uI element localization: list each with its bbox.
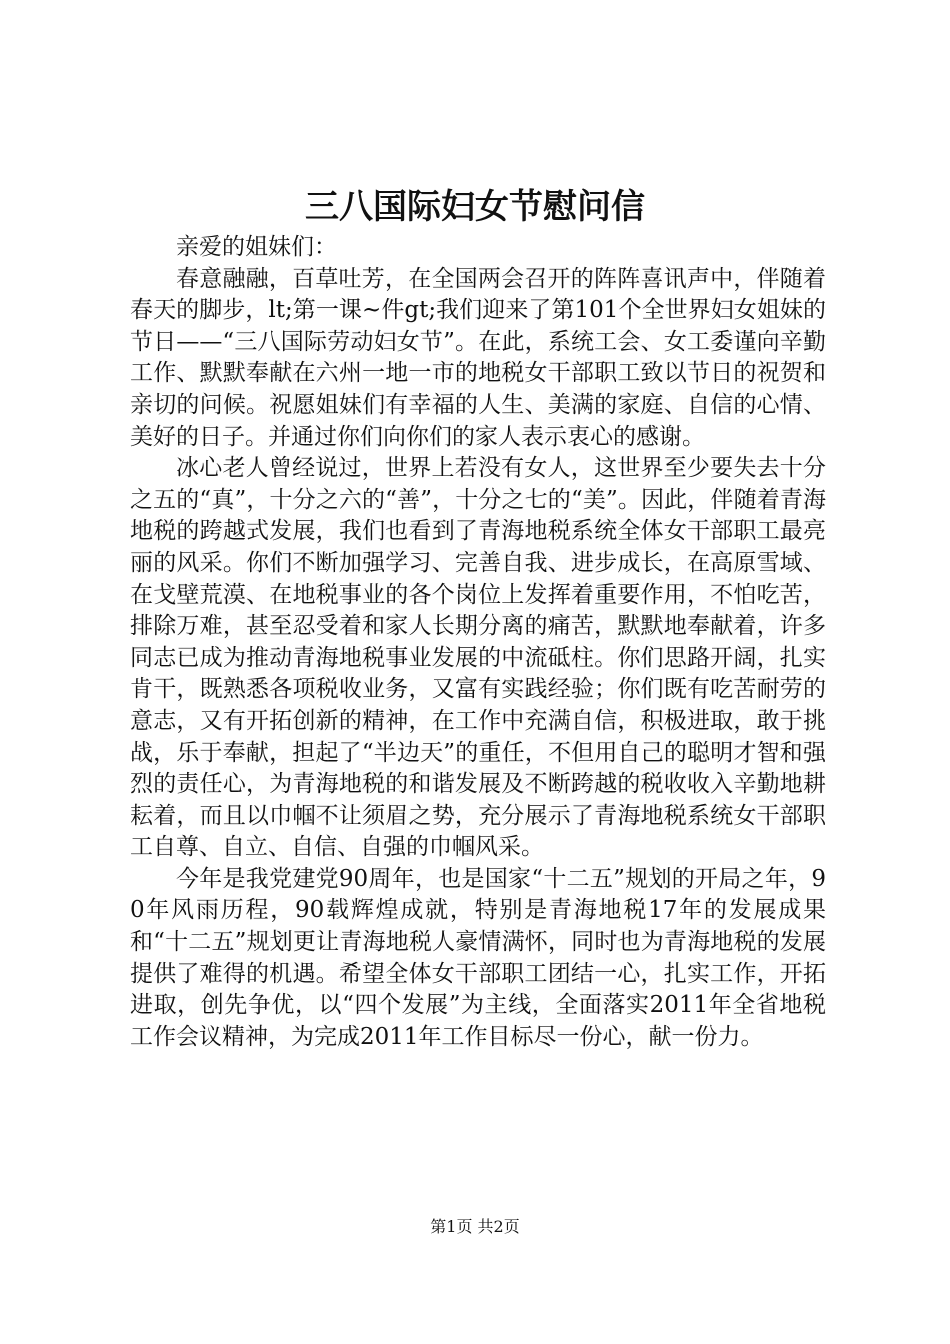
body-paragraph-3: 今年是我党建党90周年，也是国家“十二五”规划的开局之年，90年风雨历程，90载辉煌成就，特别是青海地税17年的发展成果和“十二五”规划更让青海地税人豪情满怀，同时也为青海地税的发展提供了难得的机遇。希望全体女干部职工团结一心，扎实工作，开拓进取，创先争优，以“四个发展”为主线，全面落实2011年全省地税工作会议精神，为完成2011年工作目标尽一份心，献一份力。	[130, 865, 826, 1050]
page-footer: 第1页 共2页	[430, 1217, 520, 1236]
salutation: 亲爱的姐妹们：	[176, 234, 337, 260]
document-body	[130, 232, 826, 1053]
page-title: 三八国际妇女节慰问信	[305, 187, 645, 227]
body-paragraph-2: 冰心老人曾经说过，世界上若没有女人，这世界至少要失去十分之五的“真”，十分之六的“善”，十分之七的“美”。因此，伴随着青海地税的跨越式发展，我们也看到了青海地税系统全体女干部职工最亮丽的风采。你们不断加强学习、完善自我、进步成长，在高原雪域、在戈壁荒漠、在地税事业的各个岗位上发挥着重要作用，不怕吃苦，排除万难，甚至忍受着和家人长期分离的痛苦，默默地奉献着，许多同志已成为推动青海地税事业发展的中流砥柱。你们思路开阔，扎实肯干，既熟悉各项税收业务，又富有实践经验；你们既有吃苦耐劳的意志，又有开拓创新的精神，在工作中充满自信，积极进取，敢于挑战，乐于奉献，担起了“半边天”的重任，不但用自己的聪明才智和强烈的责任心，为青海地税的和谐发展及不断跨越的税收收入辛勤地耕耘着，而且以巾帼不让须眉之势，充分展示了青海地税系统女干部职工自尊、自立、自信、自强的巾帼风采。	[130, 455, 826, 861]
body-paragraph-1: 春意融融，百草吐芳，在全国两会召开的阵阵喜讯声中，伴随着春天的脚步，lt;第一课~件gt;我们迎来了第101个全世界妇女姐妹的节日——“三八国际劳动妇女节”。在此，系统工会、女工委谨向辛勤工作、默默奉献在六州一地一市的地税女干部职工致以节日的祝贺和亲切的问候。祝愿姐妹们有幸福的人生、美满的家庭、自信的心情、美好的日子。并通过你们向你们的家人表示衷心的感谢。	[130, 265, 826, 450]
